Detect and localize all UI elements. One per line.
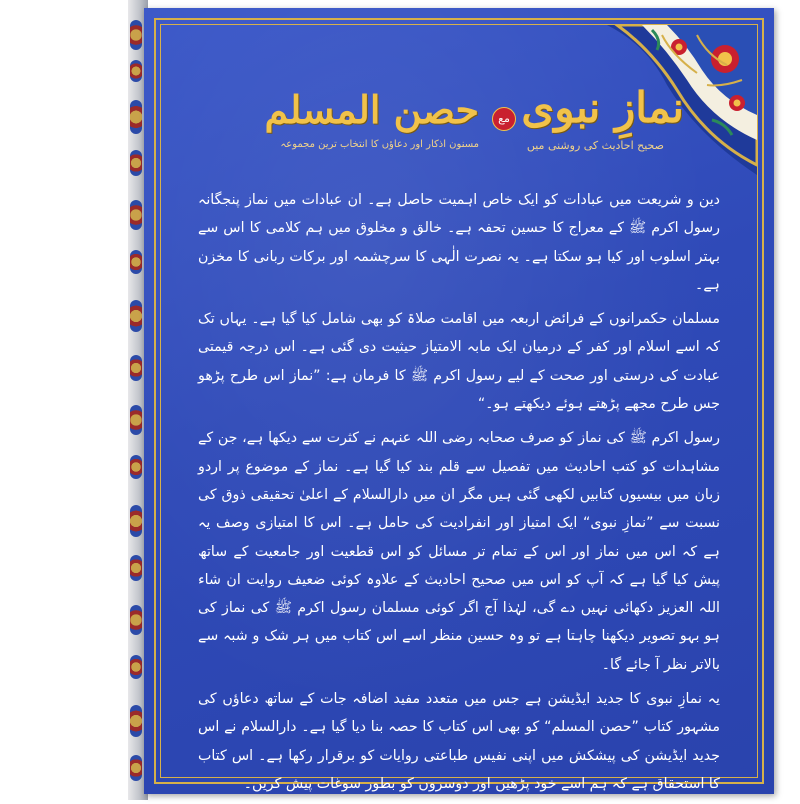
- paragraph-4: یہ نمازِ نبوی کا جدید ایڈیشن ہے جس میں متعدد مفید اضافہ جات کے ساتھ دعاؤں کی مشہور کتاب ”حصن المسلم“ کو بھی اس کتاب کا حصہ بنا دیا گیا ہے۔ دارالسلام نے اس جدید ایڈیشن کی پیشکش میں اپنی نفیس طباعتی روایات کو برقرار رکھا ہے۔ اس کتاب کا استحقاق ہے کہ ہم اسے خود پڑھیں اور دوسروں کو بطور سوغات پیش کریں۔: [198, 691, 720, 792]
- cover-body-text: [198, 186, 720, 804]
- paragraph-2: مسلمان حکمرانوں کے فرائض اربعہ میں اقامت صلاۃ کو بھی شامل کیا گیا ہے۔ یہاں تک کہ اسے اسلام اور کفر کے درمیان ایک مابہ الامتیاز حیثیت دی گئی ہے۔ اس درجہ قیمتی عبادت کی درستی اور صحت کے لیے رسول اکرم ﷺ کا فرمان ہے: ”نماز اس طرح پڑھو جس طرح مجھے پڑھتے ہوئے دیکھتے ہو۔“: [198, 311, 720, 413]
- book-title: نمازِ نبوی: [521, 83, 684, 132]
- joiner-badge: مع: [492, 107, 516, 131]
- second-title: حصن المسلم: [264, 87, 479, 132]
- paragraph-1: دین و شریعت میں عبادات کو ایک خاص اہمیت حاصل ہے۔ ان عبادات میں نماز پنجگانہ رسول اکرم ﷺ کے معراج کا حسین تحفہ ہے۔ خالق و مخلوق میں ہم کلامی کا اس سے بہتر اسلوب اور کیا ہو سکتا ہے۔ یہ نصرت الٰہی کا سرچشمہ اور برکات ربانی کا مخزن ہے۔: [198, 192, 720, 293]
- title-block: [264, 83, 684, 163]
- book-title-subtitle: صحیح احادیث کی روشنی میں: [526, 139, 664, 152]
- book-cover: [144, 8, 774, 794]
- paragraph-3: رسول اکرم ﷺ کی نماز کو صرف صحابہ رضی اللہ عنہم نے کثرت سے دیکھا ہے، جن کے مشاہدات کو کتب احادیث میں تفصیل سے قلم بند کیا گیا ہے۔ نماز کے موضوع پر اردو زبان میں بیسیوں کتابیں لکھی گئی ہیں مگر ان میں دارالسلام کے اعلیٰ تحقیقی ذوق کی نسبت سے ”نمازِ نبوی“ ایک امتیاز اور انفرادیت کی حامل ہے۔ اس کا امتیازی وصف یہ ہے کہ اس میں نماز اور اس کے تمام تر مسائل کو اس قطعیت اور جامعیت کے ساتھ پیش کیا گیا ہے کہ آپ کو اس میں صحیح احادیث کے علاوہ کوئی ضعیف روایت ان شاء اللہ العزیز دکھائی نہیں دے گی، لہٰذا آج اگر کوئی مسلمان رسول اکرم ﷺ کی نماز کی ہو بہو تصویر دیکھنا چاہتا ہے تو وہ حسین منظر اسے اس کتاب میں ہر شک و شبہ سے بالاتر نظر آ جائے گا۔: [198, 430, 720, 673]
- spine-ornament-strip: [128, 0, 144, 800]
- second-title-subtitle: مسنون اذکار اور دعاؤں کا انتخاب ترین مجموعہ: [280, 139, 479, 150]
